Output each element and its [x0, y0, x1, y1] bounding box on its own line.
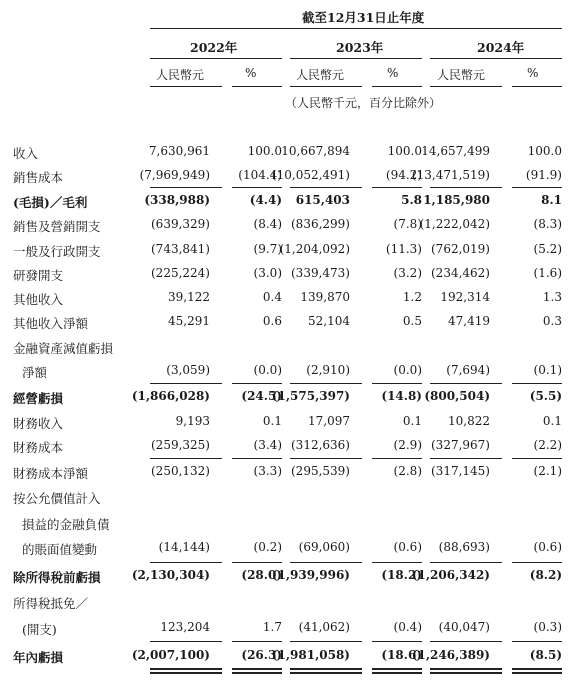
cell-2023-rmb: 10,667,894 — [281, 144, 350, 158]
rule-line — [512, 187, 562, 188]
sub-underline-2024-rmb — [430, 86, 502, 87]
row-label: 所得稅抵免／ — [13, 596, 89, 611]
sub-underline-2022-rmb — [150, 86, 222, 87]
cell-2022-pct: (104.4) — [238, 168, 282, 182]
cell-2023-pct: (18.6) — [381, 648, 422, 662]
cell-2022-rmb: 39,122 — [168, 290, 210, 304]
year-underline-2022 — [150, 58, 282, 59]
rule-line — [290, 187, 362, 188]
cell-2022-rmb: 9,193 — [175, 414, 210, 428]
double-rule-line — [290, 672, 362, 674]
rule-line — [430, 187, 502, 188]
cell-2024-pct: 100.0 — [527, 144, 562, 158]
currency-label-2023: 人民幣元 — [296, 68, 345, 82]
row-label: (開支) — [22, 622, 57, 637]
cell-2023-rmb: (2,910) — [306, 363, 350, 377]
cell-2024-rmb: 47,419 — [448, 314, 490, 328]
cell-2024-pct: (8.3) — [533, 217, 562, 231]
cell-2024-pct: (8.5) — [529, 648, 562, 662]
double-rule-line — [430, 672, 502, 674]
cell-2023-pct: (2.8) — [393, 464, 422, 478]
cell-2024-rmb: (800,504) — [424, 389, 490, 403]
double-rule-line — [512, 668, 562, 670]
cell-2023-rmb: (312,636) — [291, 438, 350, 452]
rule-line — [232, 383, 282, 384]
row-label: 銷售成本 — [13, 170, 64, 185]
rule-line — [372, 187, 422, 188]
cell-2023-rmb: 17,097 — [308, 414, 350, 428]
cell-2024-pct: (2.2) — [533, 438, 562, 452]
row-label: 財務收入 — [13, 416, 64, 431]
row-label: 研發開支 — [13, 268, 64, 283]
sub-underline-2023-rmb — [290, 86, 362, 87]
cell-2023-pct: (3.2) — [393, 266, 422, 280]
cell-2022-pct: (3.3) — [253, 464, 282, 478]
cell-2022-rmb: 45,291 — [168, 314, 210, 328]
percent-label-2022: % — [245, 66, 257, 80]
cell-2022-pct: (26.3) — [241, 648, 282, 662]
year-underline-2023 — [290, 58, 422, 59]
cell-2024-pct: 0.1 — [542, 414, 562, 428]
cell-2024-rmb: 10,822 — [448, 414, 490, 428]
unit-note: （人民幣千元，百分比除外） — [285, 96, 442, 110]
cell-2024-rmb: (234,462) — [431, 266, 490, 280]
row-label: 其他收入淨額 — [13, 316, 89, 331]
year-underline-2024 — [430, 58, 562, 59]
cell-2024-pct: (0.3) — [533, 620, 562, 634]
table-title: 截至12月31日止年度 — [302, 10, 425, 25]
cell-2024-rmb: (327,967) — [431, 438, 490, 452]
row-label: 損益的金融負債 — [22, 517, 110, 532]
cell-2022-rmb: (338,988) — [144, 193, 210, 207]
rule-line — [290, 641, 362, 642]
double-rule-line — [430, 668, 502, 670]
year-2023: 2023年 — [336, 40, 384, 55]
rule-line — [150, 458, 222, 459]
double-rule-line — [372, 668, 422, 670]
row-label: 年內虧損 — [13, 650, 64, 665]
cell-2022-pct: 100.0 — [247, 144, 282, 158]
cell-2023-pct: (0.6) — [393, 540, 422, 554]
cell-2023-pct: 1.2 — [402, 290, 422, 304]
rule-line — [150, 383, 222, 384]
rule-line — [430, 562, 502, 563]
cell-2022-pct: (9.7) — [253, 242, 282, 256]
cell-2022-pct: (0.2) — [253, 540, 282, 554]
cell-2022-rmb: (639,329) — [151, 217, 210, 231]
cell-2023-pct: 5.8 — [401, 193, 422, 207]
rule-line — [512, 641, 562, 642]
rule-line — [372, 458, 422, 459]
rule-line — [290, 458, 362, 459]
row-label: 淨額 — [22, 365, 48, 380]
row-label: 的賬面值變動 — [22, 542, 98, 557]
cell-2024-pct: 1.3 — [542, 290, 562, 304]
rule-line — [512, 383, 562, 384]
cell-2022-pct: 0.4 — [262, 290, 282, 304]
cell-2024-pct: (0.1) — [533, 363, 562, 377]
cell-2022-pct: 1.7 — [262, 620, 282, 634]
cell-2023-pct: (0.0) — [393, 363, 422, 377]
cell-2023-rmb: (295,539) — [291, 464, 350, 478]
double-rule-line — [150, 672, 222, 674]
rule-line — [150, 187, 222, 188]
double-rule-line — [290, 668, 362, 670]
cell-2024-rmb: (88,693) — [438, 540, 490, 554]
cell-2024-rmb: (1,222,042) — [419, 217, 490, 231]
currency-label-2022: 人民幣元 — [156, 68, 205, 82]
cell-2024-pct: (5.5) — [529, 389, 562, 403]
cell-2023-rmb: 52,104 — [308, 314, 350, 328]
cell-2022-rmb: (2,007,100) — [131, 648, 210, 662]
cell-2022-rmb: (2,130,304) — [131, 568, 210, 582]
percent-label-2023: % — [387, 66, 399, 80]
cell-2024-rmb: (762,019) — [431, 242, 490, 256]
title-underline — [150, 28, 562, 29]
cell-2024-pct: 8.1 — [541, 193, 562, 207]
cell-2023-rmb: (1,939,996) — [271, 568, 350, 582]
rule-line — [512, 562, 562, 563]
cell-2023-pct: 0.1 — [402, 414, 422, 428]
cell-2023-pct: 0.5 — [402, 314, 422, 328]
rule-line — [290, 383, 362, 384]
row-label: 一般及行政開支 — [13, 244, 101, 259]
cell-2024-pct: (8.2) — [529, 568, 562, 582]
rule-line — [430, 641, 502, 642]
cell-2022-pct: (3.4) — [253, 438, 282, 452]
cell-2024-rmb: 1,185,980 — [423, 193, 490, 207]
rule-line — [232, 187, 282, 188]
cell-2022-rmb: 123,204 — [160, 620, 210, 634]
cell-2023-rmb: (1,981,058) — [271, 648, 350, 662]
cell-2023-pct: (14.8) — [381, 389, 422, 403]
cell-2023-rmb: (339,473) — [291, 266, 350, 280]
cell-2023-pct: (2.9) — [393, 438, 422, 452]
cell-2022-rmb: (1,866,028) — [131, 389, 210, 403]
cell-2023-pct: (18.2) — [381, 568, 422, 582]
cell-2022-rmb: (3,059) — [166, 363, 210, 377]
cell-2023-rmb: 615,403 — [295, 193, 350, 207]
double-rule-line — [232, 672, 282, 674]
percent-label-2024: % — [527, 66, 539, 80]
cell-2024-rmb: (317,145) — [431, 464, 490, 478]
row-label: (毛損)／毛利 — [13, 195, 88, 210]
cell-2022-pct: (3.0) — [253, 266, 282, 280]
row-label: 金融資產減值虧損 — [13, 341, 114, 356]
cell-2024-pct: (0.6) — [533, 540, 562, 554]
row-label: 財務成本 — [13, 440, 64, 455]
row-label: 按公允價值計入 — [13, 491, 101, 506]
cell-2023-rmb: 139,870 — [300, 290, 350, 304]
cell-2022-pct: (24.5) — [241, 389, 282, 403]
cell-2024-pct: (1.6) — [533, 266, 562, 280]
cell-2023-rmb: (10,052,491) — [271, 168, 350, 182]
cell-2022-pct: 0.6 — [262, 314, 282, 328]
rule-line — [150, 641, 222, 642]
rule-line — [232, 562, 282, 563]
year-2024: 2024年 — [477, 40, 525, 55]
rule-line — [290, 562, 362, 563]
cell-2022-rmb: (250,132) — [151, 464, 210, 478]
cell-2024-rmb: 14,657,499 — [421, 144, 490, 158]
cell-2023-pct: (94.2) — [385, 168, 422, 182]
rule-line — [150, 562, 222, 563]
cell-2023-rmb: (1,575,397) — [271, 389, 350, 403]
cell-2022-rmb: 7,630,961 — [148, 144, 210, 158]
cell-2022-pct: (8.4) — [253, 217, 282, 231]
row-label: 經營虧損 — [13, 391, 64, 406]
double-rule-line — [232, 668, 282, 670]
cell-2024-rmb: (13,471,519) — [411, 168, 490, 182]
cell-2024-pct: (91.9) — [525, 168, 562, 182]
cell-2024-pct: (2.1) — [533, 464, 562, 478]
sub-underline-2023-pct — [372, 86, 422, 87]
rule-line — [372, 562, 422, 563]
double-rule-line — [150, 668, 222, 670]
rule-line — [372, 383, 422, 384]
cell-2022-rmb: (14,144) — [158, 540, 210, 554]
cell-2024-pct: (5.2) — [533, 242, 562, 256]
row-label: 銷售及營銷開支 — [13, 219, 101, 234]
cell-2022-rmb: (743,841) — [151, 242, 210, 256]
cell-2023-pct: (11.3) — [385, 242, 422, 256]
cell-2024-pct: 0.3 — [542, 314, 562, 328]
rule-line — [232, 641, 282, 642]
cell-2022-rmb: (225,224) — [151, 266, 210, 280]
cell-2024-rmb: 192,314 — [440, 290, 490, 304]
cell-2023-rmb: (69,060) — [298, 540, 350, 554]
cell-2023-pct: (0.4) — [393, 620, 422, 634]
row-label: 財務成本淨額 — [13, 466, 89, 481]
cell-2022-pct: (0.0) — [253, 363, 282, 377]
cell-2023-rmb: (41,062) — [298, 620, 350, 634]
rule-line — [430, 458, 502, 459]
cell-2024-rmb: (40,047) — [438, 620, 490, 634]
rule-line — [430, 383, 502, 384]
row-label: 其他收入 — [13, 292, 64, 307]
cell-2023-rmb: (1,204,092) — [279, 242, 350, 256]
rule-line — [232, 458, 282, 459]
currency-label-2024: 人民幣元 — [437, 68, 486, 82]
cell-2022-rmb: (259,325) — [151, 438, 210, 452]
row-label: 除所得稅前虧損 — [13, 570, 101, 585]
cell-2023-pct: 100.0 — [387, 144, 422, 158]
cell-2024-rmb: (1,246,389) — [411, 648, 490, 662]
rule-line — [372, 641, 422, 642]
row-label: 收入 — [13, 146, 39, 161]
sub-underline-2022-pct — [232, 86, 282, 87]
double-rule-line — [512, 672, 562, 674]
year-2022: 2022年 — [190, 40, 238, 55]
double-rule-line — [372, 672, 422, 674]
cell-2024-rmb: (7,694) — [446, 363, 490, 377]
cell-2023-rmb: (836,299) — [291, 217, 350, 231]
cell-2023-pct: (7.8) — [393, 217, 422, 231]
cell-2022-pct: (4.4) — [249, 193, 282, 207]
rule-line — [512, 458, 562, 459]
cell-2024-rmb: (1,206,342) — [411, 568, 490, 582]
cell-2022-rmb: (7,969,949) — [139, 168, 210, 182]
sub-underline-2024-pct — [512, 86, 562, 87]
cell-2022-pct: (28.0) — [241, 568, 282, 582]
cell-2022-pct: 0.1 — [262, 414, 282, 428]
